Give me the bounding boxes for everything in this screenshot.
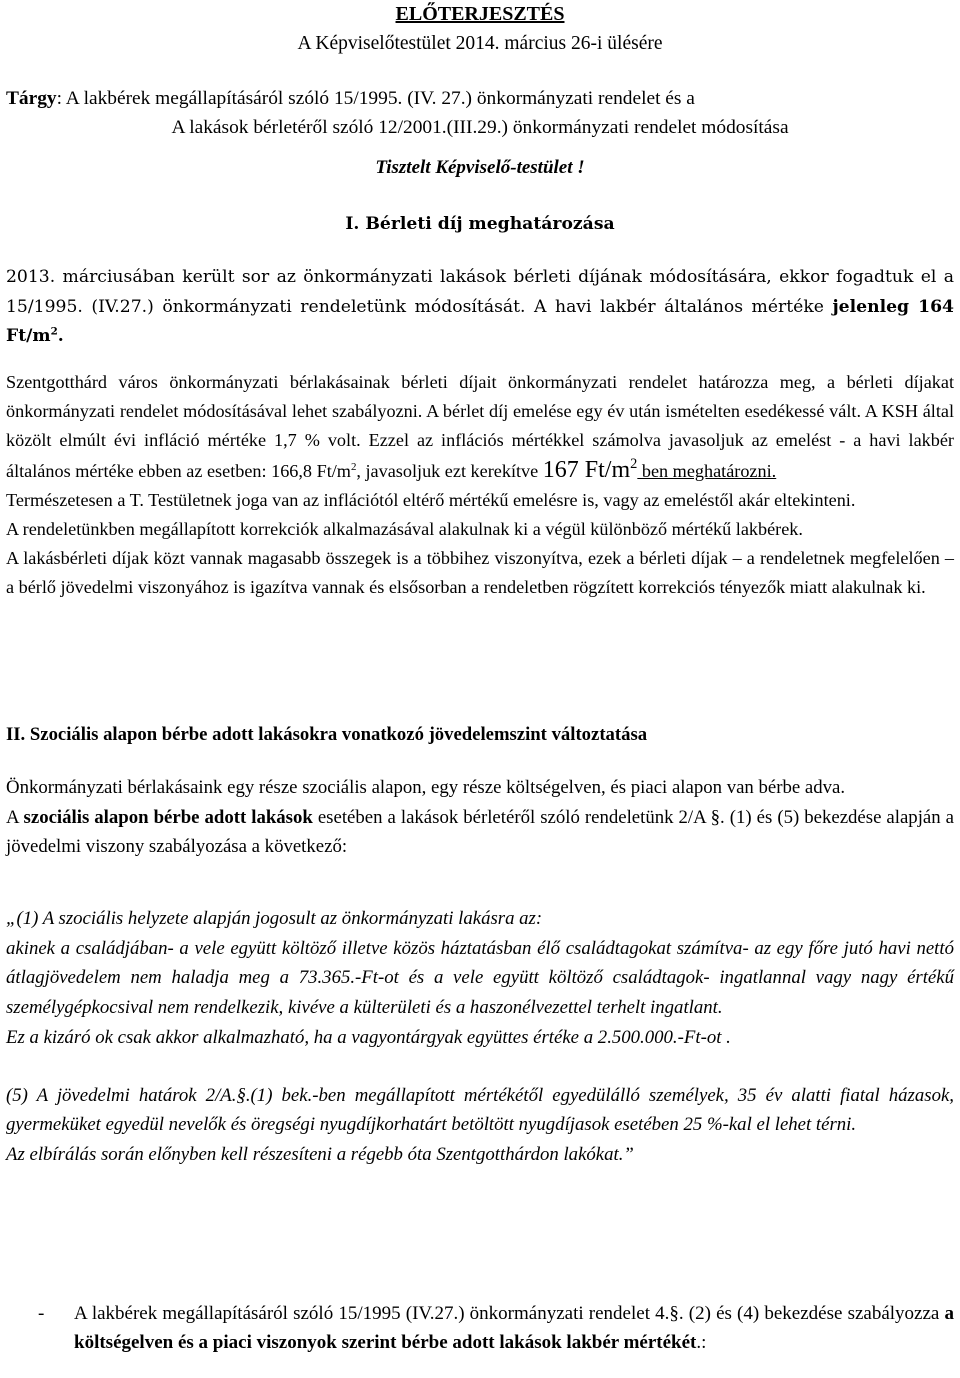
quote-line-2: akinek a családjában- a vele együtt költöző illetve közös háztatásban élő családtagokat számítva- az egy főre jutó havi nettó átlagjövedelem nem haladja meg a 73.365.-Ft-ot és a vele együtt költöző családtagok- ingatlannal vagy nagy értékű személygépkocsival nem rendelkezik, kivéve a külterületi és a haszonélvezettel terhelt ingatlant. [6, 937, 954, 1019]
salutation: Tisztelt Képviselő-testület ! [375, 157, 585, 178]
section-1-paragraph-5: A lakásbérleti díjak közt vannak magasabb összegek is a többihez viszonyítva, ezek a bérleti díjak – a rendeletnek megfelelően – a bérlő jövedelmi viszonyához is igazítva vannak és elsősorban a rendeletben rögzített korrekciós tényezők miatt alakulnak ki. [6, 548, 954, 598]
subject-label: Tárgy [6, 88, 57, 109]
quoted-regulation [6, 904, 954, 1170]
bullet-text: A lakbérek megállapításáról szóló 15/1995 (IV.27.) önkormányzati rendelet 4.§. (2) és (4) bekezdése szabályozza a költségelven és a piaci viszonyok szerint bérbe adott lakások lakbér mértékét.: [74, 1303, 954, 1353]
subject-line-1: Tárgy: A lakbérek megállapításáról szóló 15/1995. (IV. 27.) önkormányzati rendelet és a [6, 88, 695, 109]
section-1-paragraph-4: A rendeletünkben megállapított korrekciók alkalmazásával alakulnak ki a végül különböző mértékű lakbérek. [6, 519, 803, 540]
section-1-paragraph-3: Természetesen a T. Testületnek joga van az inflációtól eltérő mértékű emelésre is, vagy az emeléstől akár eltekinteni. [6, 489, 856, 510]
section-2-paragraph-2: A szociális alapon bérbe adott lakások esetében a lakások bérletéről szóló rendeletünk 2/A §. (1) és (5) bekezdése alapján a jövedelmi viszony szabályozása a következő: [6, 806, 954, 858]
section-1-paragraph-2: Szentgotthárd város önkormányzati bérlakásainak bérleti díjait önkormányzati rendelet határozza meg, a bérleti díjakat önkormányzati rendelet módosításával lehet szabályozni. A bérlet díj emelése egy év után ismételten esedékessé vált. A KSH által közölt elmúlt évi infláció mértéke 1,7 % volt. Ezzel az inflációs mértékkel számolva javasoljuk az emelést - a havi lakbér általános mértéke ebben az esetben: 166,8 $Ft/m^2$, javasoljuk ezt kerekítve 167 $Ft/m^2$ ben meghatározni. [6, 372, 954, 483]
bullet-item [6, 1300, 954, 1357]
section-2-title: II. Szociális alapon bérbe adott lakásokra vonatkozó jövedelemszint változtatása [6, 724, 648, 745]
section-1-body [6, 368, 954, 603]
section-2-paragraph-1: Önkormányzati bérlakásaink egy része szociális alapon, egy része költségelven, és piaci alapon van bérbe adva. [6, 777, 846, 798]
quote-line-3: Ez a kizáró ok csak akkor alkalmazható, ha a vagyontárgyak együttes értéke a 2.500.000.-Ft-ot . [6, 1026, 731, 1048]
quote-line-5: Az elbírálás során előnyben kell részesíteni a régebb óta Szentgotthárdon lakókat.” [6, 1143, 634, 1165]
quote-line-1: „(1) A szociális helyzete alapján jogosult az önkormányzati lakásra az: [6, 908, 543, 929]
bullet-dash: - [38, 1303, 45, 1324]
document-title: ELŐTERJESZTÉS [395, 3, 565, 25]
meeting-line: A Képviselőtestület 2014. március 26-i ülésére [297, 33, 663, 54]
section-1-paragraph-1: 2013. márciusában került sor az önkormányzati lakások bérleti díjának módosítására, ekkor fogadtuk el a 15/1995. (IV.27.) önkormányzati rendeletünk módosítását. A havi lakbér általános mértéke jelenleg 164 $Ft/m^2$. [6, 267, 954, 346]
subject-line-2: A lakások bérletéről szóló 12/2001.(III.29.) önkormányzati rendelet módosítása [171, 117, 789, 138]
quote-line-4: (5) A jövedelmi határok 2/A.§.(1) bek.-ben megállapított mértékétől egyedülálló személyek, 35 év alatti fiatal házasok, gyermeküket egyedül nevelők és öregségi nyugdíjkorhatárt betöltött nyugdíjasok esetében 25 %-kal el lehet térni. [6, 1084, 954, 1136]
subject-block [6, 84, 954, 142]
section-2-body [6, 773, 954, 862]
section-1-title: I. Bérleti díj meghatározása [345, 214, 615, 234]
